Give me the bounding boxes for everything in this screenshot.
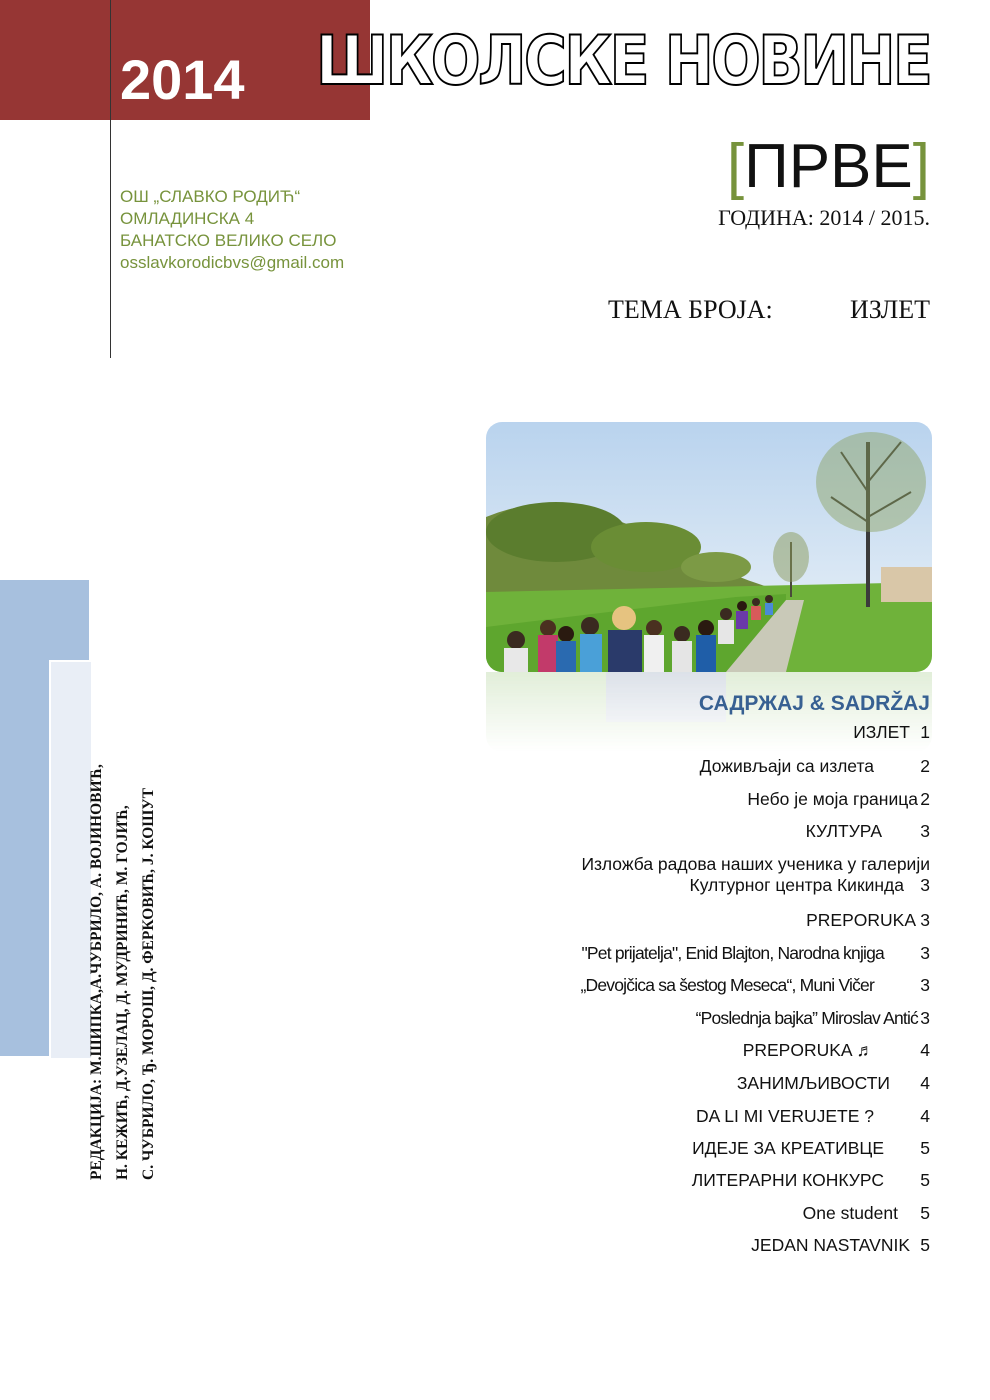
excursion-photo [486,422,932,672]
toc-item-label: PREPORUKA [806,910,916,930]
editorial-line: Н. КЕЖИЋ, Д.УЗЕЛАЦ, Д. МУДРИНИЋ, М. ГОЈИЋ, [114,805,131,1180]
editorial-line: РЕДАКЦИЈА: М.ШИПКА,А.ЧУБРИЛО, А. ВОЈИНОВИЋ, [88,764,105,1180]
toc-item-page: 5 [920,1235,930,1255]
school-town: БАНАТСКО ВЕЛИКО СЕЛО [120,231,337,250]
school-street: ОМЛАДИНСКА 4 [120,209,255,228]
toc-item[interactable] [737,1073,930,1094]
toc-item-page: 4 [920,1106,930,1126]
toc-heading: САДРЖАЈ & SADRŽAJ [698,692,930,715]
toc-item-page: 3 [920,910,930,930]
toc-item-page: 1 [920,722,930,742]
toc-item-label: ЛИТЕРАРНИ КОНКУРС [691,1170,884,1190]
toc-item-label: One student [802,1203,898,1223]
toc-item-label: “Poslednja bajka” Miroslav Antić [695,1008,918,1028]
newspaper-title: ШКОЛСКЕ НОВИНЕ [315,22,930,101]
issue-word: ПРВЕ [744,132,913,201]
toc-item-label: ИЗЛЕТ [853,722,910,742]
toc-item[interactable] [806,821,930,842]
toc-item-wrapped[interactable] [581,854,930,896]
toc-item-page: 3 [920,1008,930,1028]
toc-item-page: 2 [920,789,930,809]
issue-bracket-open: [ [726,132,745,201]
year-label: 2014 [120,48,245,111]
theme-label: ТЕМА БРОЈА: [608,295,773,324]
school-email[interactable]: osslavkorodicbvs@gmail.com [120,253,345,272]
toc-item-page: 5 [920,1203,930,1223]
toc-item[interactable] [581,975,931,996]
toc-item-label: Доживљаји са излета [699,756,874,776]
toc-item[interactable] [806,910,930,931]
toc-item[interactable] [700,756,930,777]
editorial-board [84,720,162,1180]
toc-item[interactable] [751,1235,930,1256]
toc-item[interactable] [803,1203,930,1224]
toc-item-label: JEDAN NASTAVNIK [751,1235,910,1255]
toc-item[interactable] [582,943,931,964]
toc-item-label: ИДЕЈЕ ЗА КРЕАТИВЦЕ [692,1138,884,1158]
school-name: ОШ „СЛАВКО РОДИЋ“ [120,187,301,206]
toc-item-page: 4 [920,1073,930,1093]
issue-number [726,132,930,201]
toc-item-label: Небо је моја граница [747,789,918,809]
toc-item-page: 2 [920,756,930,776]
vertical-divider [110,0,111,358]
toc-item[interactable] [853,722,930,743]
toc-item[interactable] [696,1106,930,1127]
toc-item[interactable] [743,1040,930,1061]
toc-item-label: "Pet prijatelja", Enid Blajton, Narodna knjiga [581,943,884,963]
toc-item-label: PREPORUKA ♬ [742,1040,874,1060]
toc-item-page: 5 [920,1138,930,1158]
toc-item[interactable] [747,789,930,810]
toc-item-page: 3 [920,821,930,841]
toc-item[interactable] [692,1138,930,1159]
toc-item-label: КУЛТУРА [805,821,882,841]
theme-value: ИЗЛЕТ [849,295,930,324]
toc-item-page: 5 [920,1170,930,1190]
toc-item-page: 3 [920,943,930,963]
school-year: ГОДИНА: 2014 / 2015. [718,205,930,230]
toc-item-page: 3 [920,875,930,895]
toc-item-label: „Devojčica sa šestog Meseca“, Muni Vičer [580,975,874,995]
editorial-line: С. ЧУБРИЛО, Ђ. МОРОШ, Д. ФЕРКОВИЋ, Ј. КОШУТ [140,788,157,1180]
toc-item-label: Културног центра Кикинда [689,875,904,895]
toc-item-label: Изложба радова наших ученика у галерији [581,854,930,874]
issue-bracket-close: ] [912,132,930,201]
toc-item[interactable] [692,1170,930,1191]
school-info [120,186,344,274]
toc-item-label: ЗАНИМЉИВОСТИ [736,1073,890,1093]
toc-item-page: 4 [920,1040,930,1060]
toc-item-page: 3 [920,975,930,995]
toc-item[interactable] [696,1008,930,1029]
toc-item-label: DA LI MI VERUJETE ? [696,1106,874,1126]
